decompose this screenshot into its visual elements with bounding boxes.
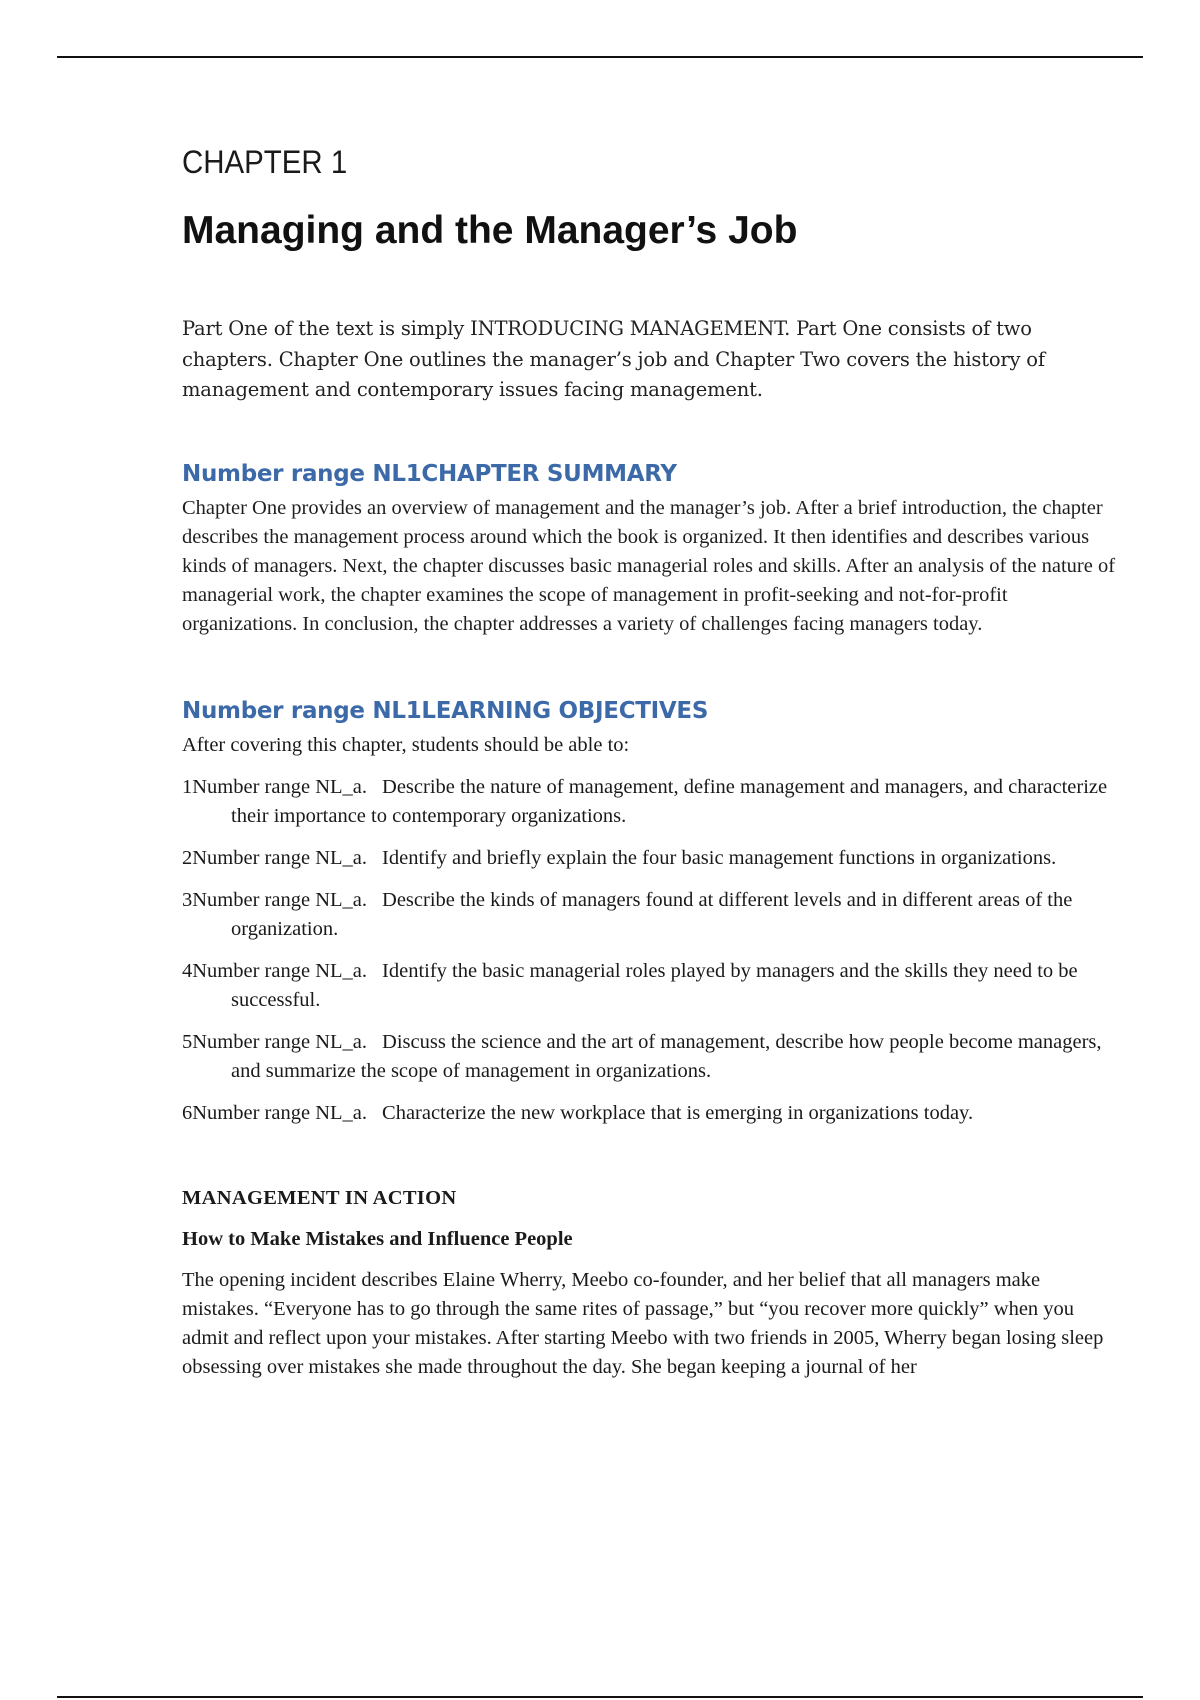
summary-heading: Number range NL1CHAPTER SUMMARY — [182, 460, 677, 487]
chapter-title: Managing and the Manager’s Job — [182, 209, 798, 252]
document-page — [182, 140, 1122, 1382]
objective-item — [182, 773, 1122, 831]
objective-item — [182, 1028, 1122, 1086]
objective-text: Describe the kinds of managers found at different levels and in different areas of the organization. — [231, 888, 1073, 940]
management-in-action-heading: MANAGEMENT IN ACTION — [182, 1186, 457, 1209]
objective-label: 3Number range NL_a. — [182, 888, 368, 911]
objective-item — [182, 886, 1122, 944]
summary-paragraph: Chapter One provides an overview of management and the manager’s job. After a brief introduction, the chapter describes the management process around which the book is organized. It then identifies and describes various kinds of managers. Next, the chapter discusses basic managerial roles and skills. After an analysis of the nature of managerial work, the chapter examines the scope of management in profit-seeking and not-for-profit organizations. In conclusion, the chapter addresses a variety of challenges facing managers today. — [182, 496, 1116, 635]
objective-label: 4Number range NL_a. — [182, 959, 368, 982]
objective-item — [182, 957, 1122, 1015]
management-in-action-paragraph: The opening incident describes Elaine Wherry, Meebo co-founder, and her belief that all managers make mistakes. “Everyone has to go through the same rites of passage,” but “you recover more quickly” when you admit and reflect upon your mistakes. After starting Meebo with two friends in 2005, Wherry began losing sleep obsessing over mistakes she made throughout the day. She began keeping a journal of her — [182, 1268, 1104, 1378]
top-rule — [57, 56, 1143, 58]
objective-item — [182, 844, 1122, 873]
objective-text: Identify and briefly explain the four basic management functions in organizations. — [382, 846, 1057, 869]
objective-text: Describe the nature of management, define management and managers, and characterize their importance to contemporary organizations. — [231, 775, 1108, 827]
objective-label: 6Number range NL_a. — [182, 1101, 368, 1124]
chapter-label: CHAPTER 1 — [182, 144, 348, 180]
objectives-intro: After covering this chapter, students should be able to: — [182, 733, 630, 756]
objective-label: 1Number range NL_a. — [182, 775, 368, 798]
objective-text: Characterize the new workplace that is emerging in organizations today. — [382, 1101, 974, 1124]
objective-label: 5Number range NL_a. — [182, 1030, 368, 1053]
objective-item — [182, 1099, 1122, 1128]
bottom-rule — [57, 1696, 1143, 1698]
objective-text: Discuss the science and the art of management, describe how people become managers, and summarize the scope of management in organizations. — [231, 1030, 1102, 1082]
objectives-heading: Number range NL1LEARNING OBJECTIVES — [182, 697, 709, 724]
objective-label: 2Number range NL_a. — [182, 846, 368, 869]
management-in-action-subheading: How to Make Mistakes and Influence People — [182, 1227, 573, 1250]
intro-paragraph: Part One of the text is simply INTRODUCING MANAGEMENT. Part One consists of two chapters. Chapter One outlines the manager’s job and Chapter Two covers the history of management and contemporary issues facing management. — [182, 317, 1045, 401]
objective-text: Identify the basic managerial roles played by managers and the skills they need to be successful. — [231, 959, 1078, 1011]
objectives-list — [182, 773, 1122, 1128]
